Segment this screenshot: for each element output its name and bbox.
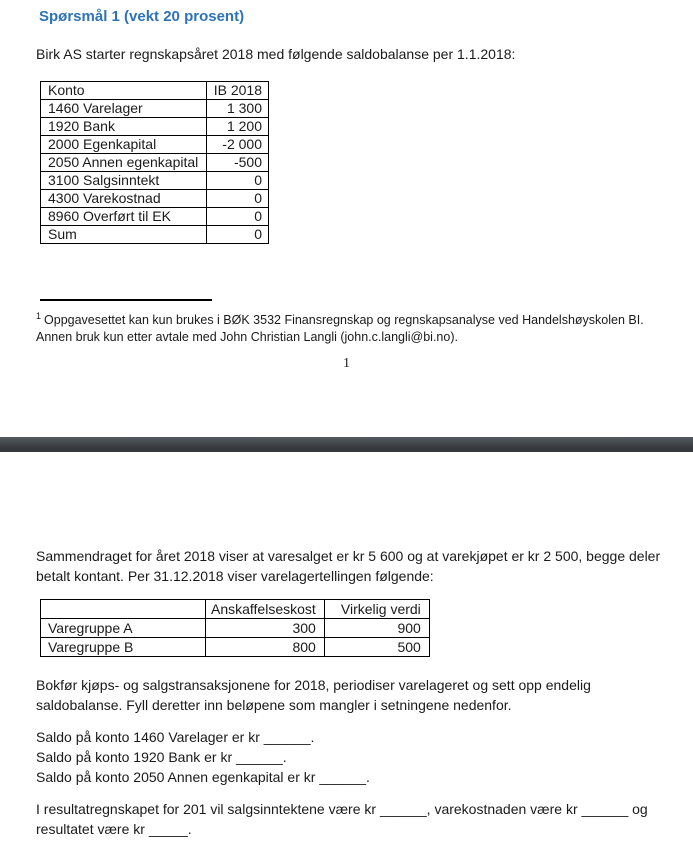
footnote-separator-rule — [40, 299, 212, 301]
intro-paragraph: Birk AS starter regnskapsåret 2018 med følgende saldobalanse per 1.1.2018: — [36, 46, 516, 62]
group-cell: Varegruppe A — [41, 619, 206, 638]
table-row — [41, 136, 269, 154]
text-line: I resultatregnskapet for 201 vil salgsinntektene være kr ______, varekostnaden være kr ______ og — [36, 801, 648, 817]
text-line: Sammendraget for året 2018 viser at varesalget er kr 5 600 og at varekjøpet er kr 2 500, begge deler — [36, 548, 661, 564]
footnote-line: Oppgavesettet kan kun brukes i BØK 3532 Finansregnskap og regnskapsanalyse ved Handelshøyskolen BI. — [44, 313, 644, 328]
table-row — [41, 208, 269, 226]
konto-cell: 3100 Salgsinntekt — [41, 172, 207, 190]
inventory-table — [40, 599, 430, 657]
balance-table — [40, 81, 269, 244]
table-row — [41, 118, 269, 136]
fill-in-statements — [36, 727, 676, 787]
footnote — [36, 308, 672, 346]
text-line: saldobalanse. Fyll deretter inn beløpene som mangler i setningene nedenfor. — [36, 697, 512, 713]
text-line: resultatet være kr _____. — [36, 821, 192, 837]
page-separator-bar — [0, 437, 693, 452]
question-heading: Spørsmål 1 (vekt 20 prosent) — [39, 8, 245, 25]
fill-line-konto-1460: Saldo på konto 1460 Varelager er kr ______. — [36, 729, 315, 745]
ib-cell: 0 — [207, 226, 269, 244]
page-number: 1 — [343, 356, 350, 371]
konto-cell: 2050 Annen egenkapital — [41, 154, 207, 172]
col-header-ib-2018: IB 2018 — [207, 82, 269, 100]
cost-cell: 300 — [206, 619, 325, 638]
fill-line-konto-1920: Saldo på konto 1920 Bank er kr ______. — [36, 749, 287, 765]
col-header-anskaffelseskost: Anskaffelseskost — [206, 600, 325, 619]
table-row — [41, 226, 269, 244]
table-row — [41, 619, 430, 638]
task-paragraph — [36, 675, 676, 715]
balance-table-header-row — [41, 82, 269, 100]
ib-cell: 0 — [207, 208, 269, 226]
col-header-empty — [41, 600, 206, 619]
summary-paragraph — [36, 546, 676, 586]
table-row — [41, 190, 269, 208]
value-cell: 500 — [324, 638, 429, 657]
table-row — [41, 638, 430, 657]
col-header-virkelig-verdi: Virkelig verdi — [324, 600, 429, 619]
ib-cell: 1 200 — [207, 118, 269, 136]
konto-cell: 4300 Varekostnad — [41, 190, 207, 208]
inventory-table-header-row — [41, 600, 430, 619]
group-cell: Varegruppe B — [41, 638, 206, 657]
footnote-line: Annen bruk kun etter avtale med John Christian Langli (john.c.langli@bi.no). — [36, 330, 458, 345]
footnote-marker: 1 — [36, 311, 42, 321]
konto-cell: 1920 Bank — [41, 118, 207, 136]
col-header-konto: Konto — [41, 82, 207, 100]
ib-cell: -2 000 — [207, 136, 269, 154]
konto-cell: 8960 Overført til EK — [41, 208, 207, 226]
result-paragraph — [36, 799, 676, 839]
text-line: Bokfør kjøps- og salgstransaksjonene for 2018, periodiser varelageret og sett opp endelig — [36, 677, 591, 693]
konto-cell: 1460 Varelager — [41, 100, 207, 118]
value-cell: 900 — [324, 619, 429, 638]
ib-cell: -500 — [207, 154, 269, 172]
cost-cell: 800 — [206, 638, 325, 657]
text-line: betalt kontant. Per 31.12.2018 viser varelagertellingen følgende: — [36, 568, 434, 584]
ib-cell: 1 300 — [207, 100, 269, 118]
ib-cell: 0 — [207, 190, 269, 208]
ib-cell: 0 — [207, 172, 269, 190]
fill-line-konto-2050: Saldo på konto 2050 Annen egenkapital er kr ______. — [36, 769, 370, 785]
table-row — [41, 172, 269, 190]
table-row — [41, 100, 269, 118]
konto-cell: Sum — [41, 226, 207, 244]
konto-cell: 2000 Egenkapital — [41, 136, 207, 154]
table-row — [41, 154, 269, 172]
